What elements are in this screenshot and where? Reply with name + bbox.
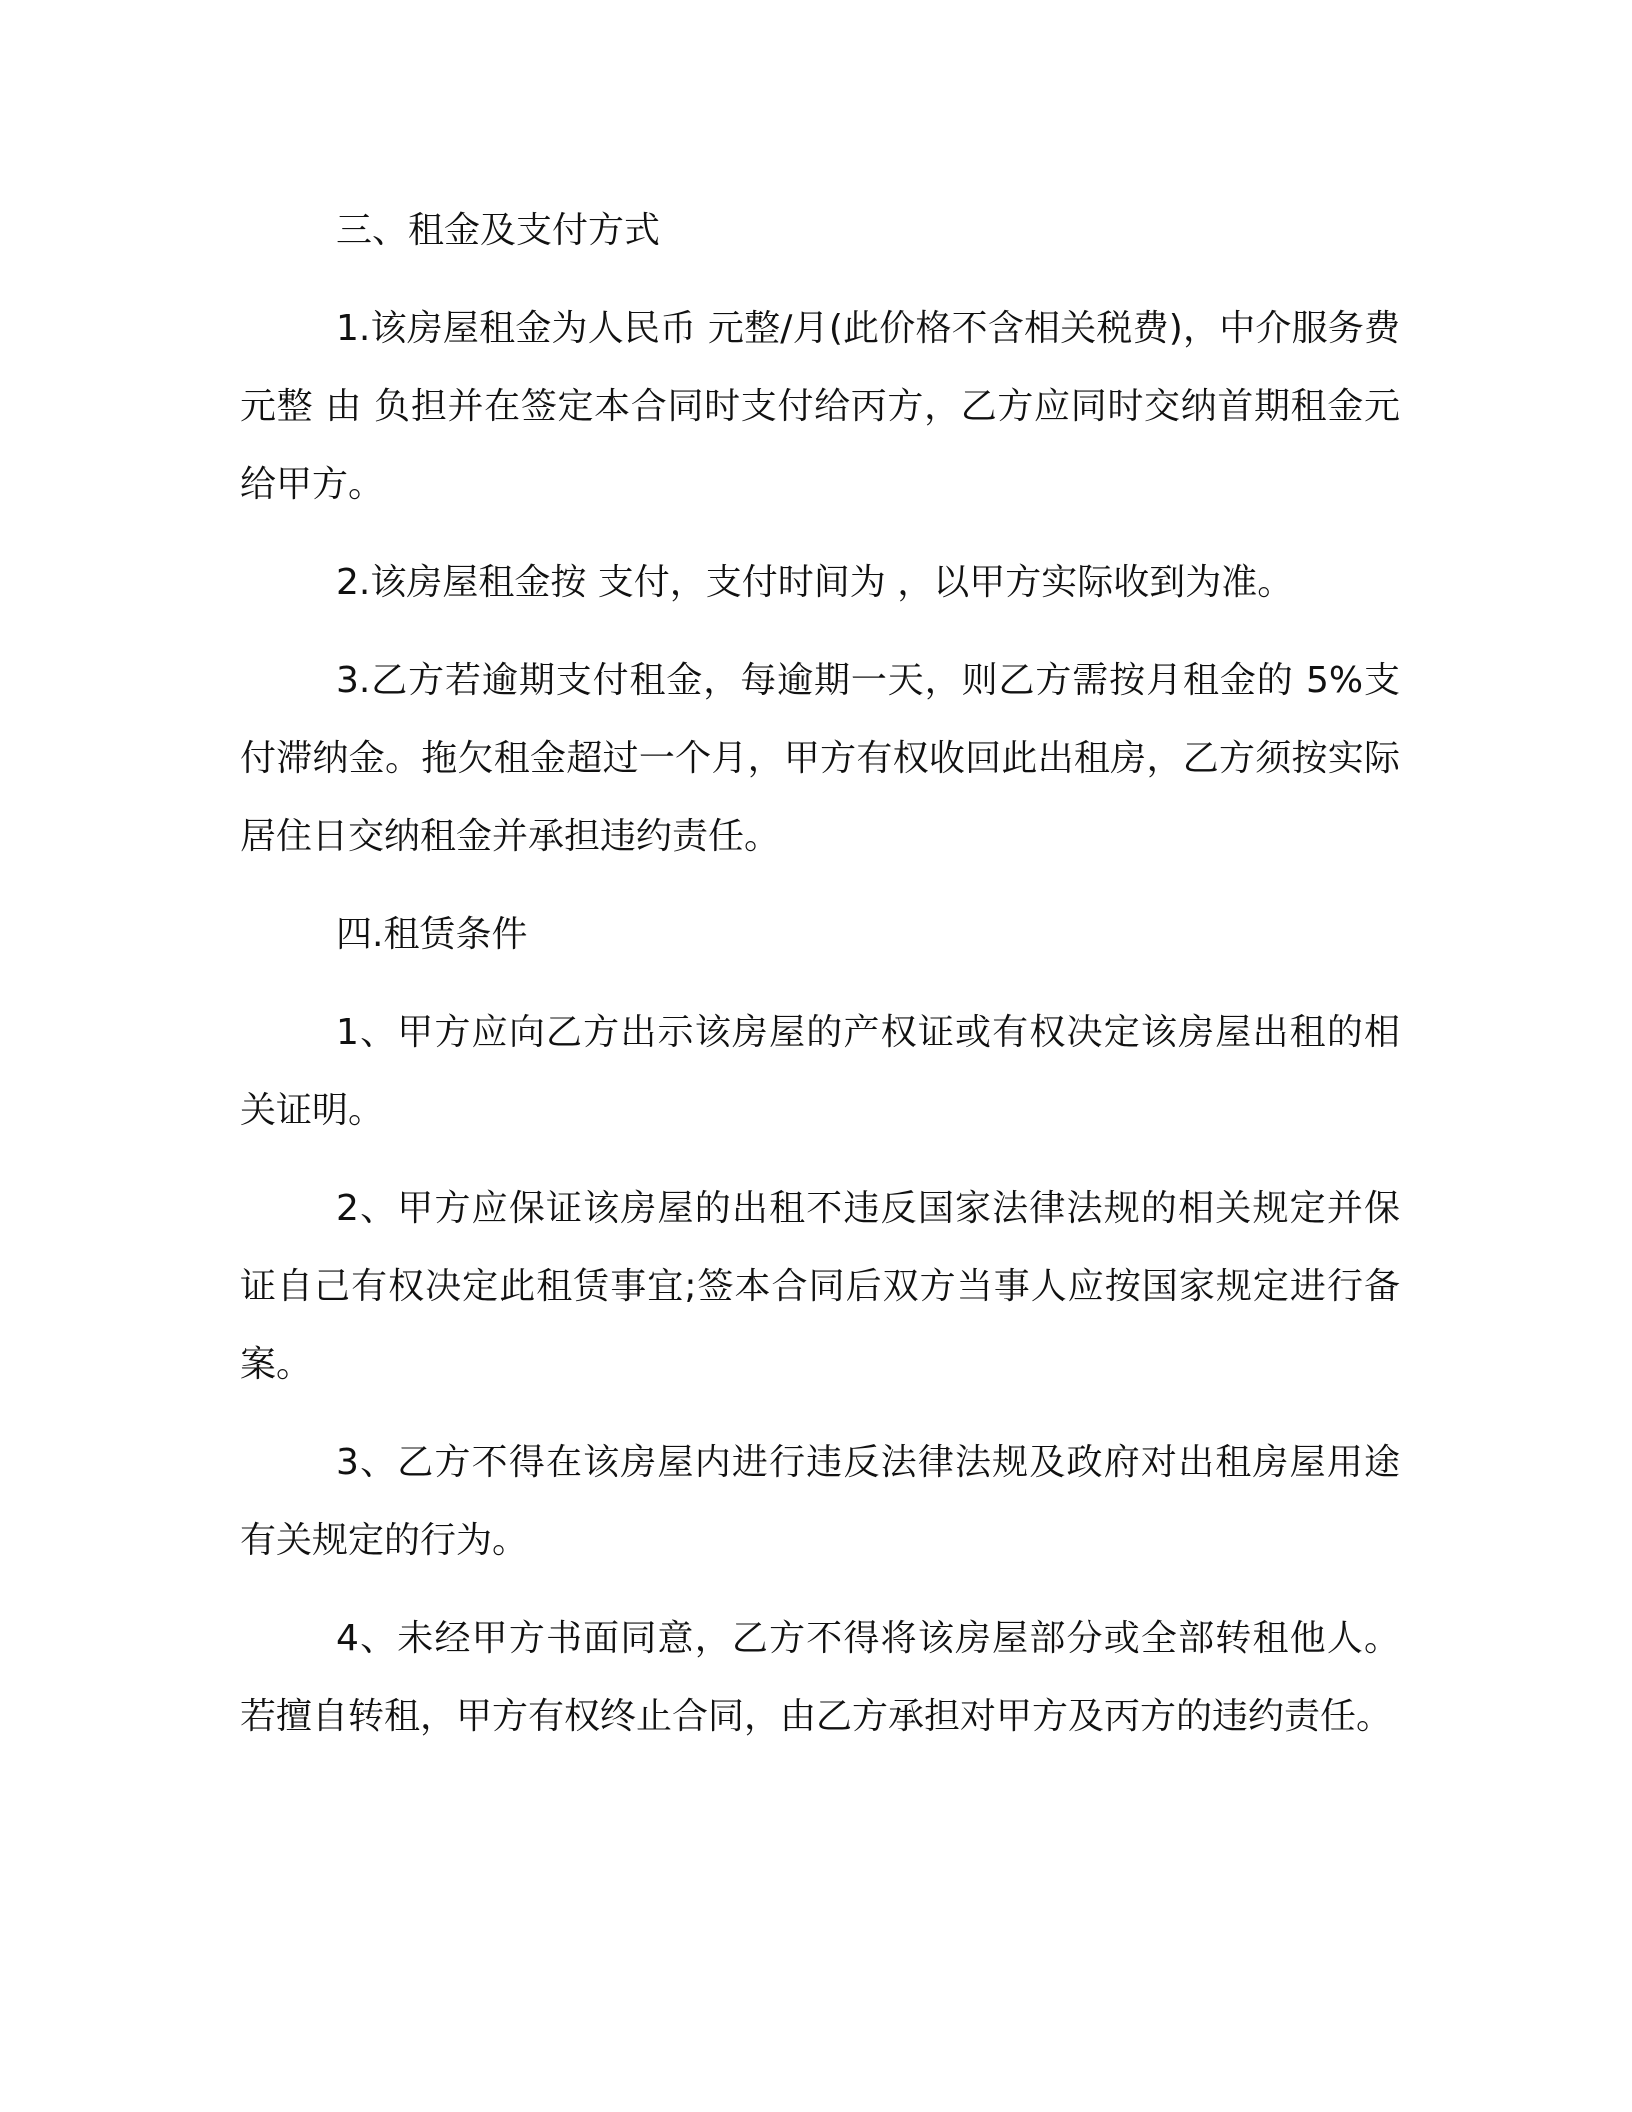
section-3-heading: 三、租金及支付方式 xyxy=(336,210,661,251)
section-4-item-4: 4、未经甲方书面同意，乙方不得将该房屋部分或全部转租他人。若擅自转租，甲方有权终止合同，由乙方承担对甲方及丙方的违约责任。 xyxy=(240,1618,1400,1737)
section-3-item-1: 1.该房屋租金为人民币 元整/月(此价格不含相关税费)，中介服务费 元整 由 负担并在签定本合同时支付给丙方，乙方应同时交纳首期租金元给甲方。 xyxy=(240,308,1400,505)
section-4-item-1: 1、甲方应向乙方出示该房屋的产权证或有权决定该房屋出租的相关证明。 xyxy=(240,1012,1400,1131)
section-3-item-2: 2.该房屋租金按 支付，支付时间为 ，以甲方实际收到为准。 xyxy=(336,562,1294,603)
section-4-heading: 四.租赁条件 xyxy=(336,914,528,955)
section-4-item-3: 3、乙方不得在该房屋内进行违反法律法规及政府对出租房屋用途有关规定的行为。 xyxy=(240,1442,1400,1561)
section-3-item-3: 3.乙方若逾期支付租金，每逾期一天，则乙方需按月租金的 5%支付滞纳金。拖欠租金超过一个月，甲方有权收回此出租房，乙方须按实际居住日交纳租金并承担违约责任。 xyxy=(240,660,1400,857)
document-body xyxy=(240,192,1400,1776)
section-4-item-2: 2、甲方应保证该房屋的出租不违反国家法律法规的相关规定并保证自己有权决定此租赁事宜;签本合同后双方当事人应按国家规定进行备案。 xyxy=(240,1188,1400,1385)
